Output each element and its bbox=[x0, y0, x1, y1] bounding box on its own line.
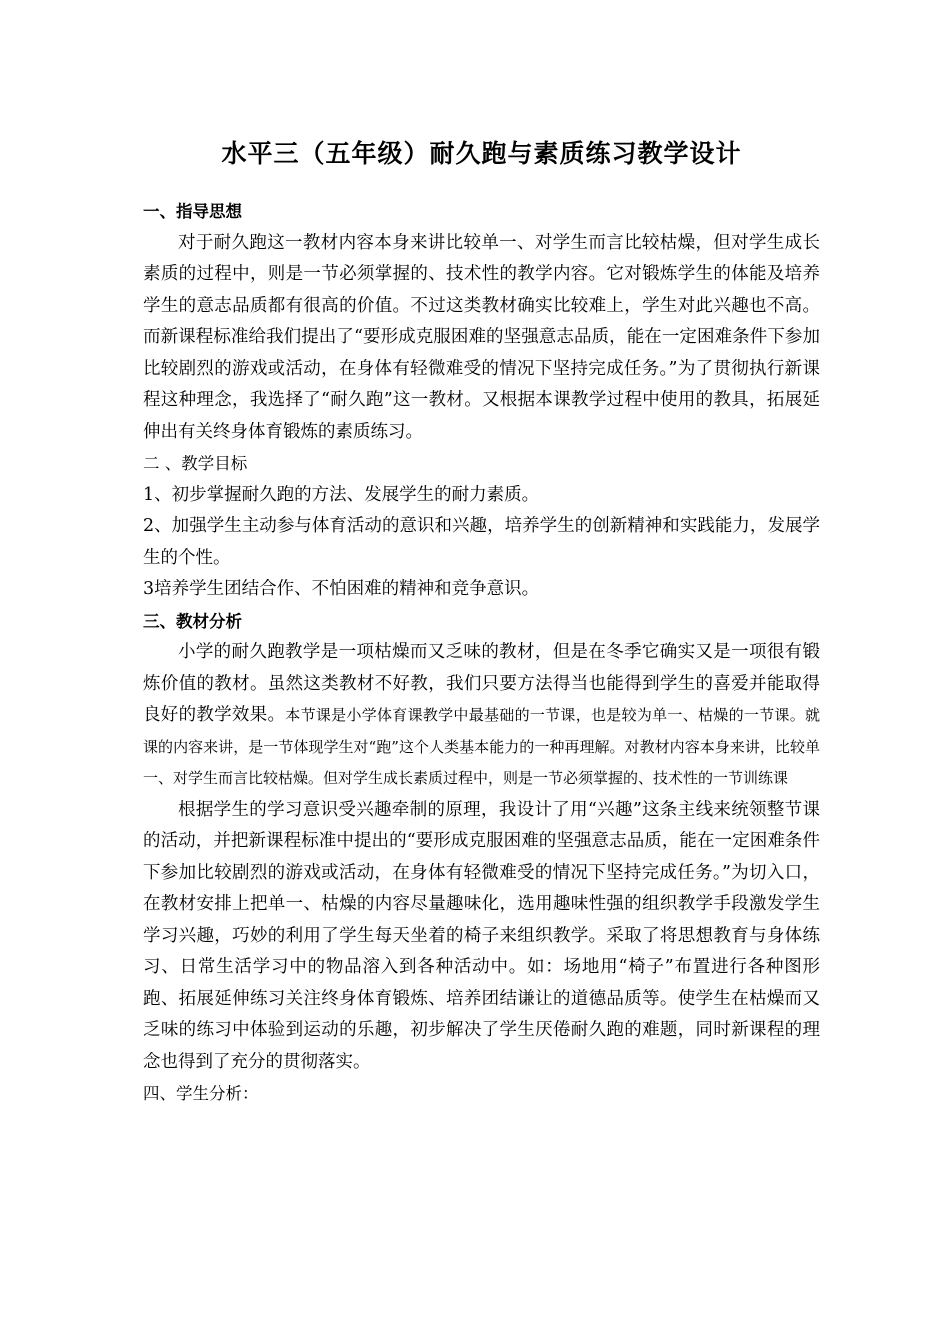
paragraph: 根据学生的学习意识受兴趣牵制的原理，我设计了用“兴趣”这条主线来统领整节课的活动，并把新课程标准中提出的“要形成克服困难的坚强意志品质，能在一定困难条件下参加比较剧烈的游戏或活动，在身体有轻微难受的情况下坚持完成任务。”为切入口，在教材安排上把单一、枯燥的内容尽量趣味化，选用趣味性强的组织教学手段激发学生学习兴趣，巧妙的利用了学生每天坐着的椅子来组织教学。采取了将思想教育与身体练习、日常生活学习中的物品溶入到各种活动中。如：场地用“椅子”布置进行各种图形跑、拓展延伸练习关注终身体育锻炼、培养团结谦让的道德品质等。使学生在枯燥而又乏味的练习中体验到运动的乐趣，初步解决了学生厌倦耐久跑的难题，同时新课程的理念也得到了充分的贯彻落实。 bbox=[143, 799, 820, 1072]
document-title: 水平三（五年级）耐久跑与素质练习教学设计 bbox=[221, 139, 742, 168]
paragraph bbox=[143, 637, 820, 795]
section-heading: 三、教材分析 bbox=[143, 611, 242, 631]
section-student-analysis bbox=[143, 1078, 820, 1110]
paragraph-text-large: 小学的耐久跑教学是一项枯燥而又乏味的教材，但是在冬季它确实又是一项很有锻炼价值的教材。虽然这类教材不好教，我们只要方法得当也能得到学生的喜爱并能取得良好的教学效果。 bbox=[143, 642, 820, 725]
list-item: 1、初步掌握耐久跑的方法、发展学生的耐力素质。 bbox=[143, 484, 540, 505]
list-item: 3培养学生团结合作、不怕困难的精神和竞争意识。 bbox=[143, 579, 540, 599]
section-guiding-ideology bbox=[143, 196, 820, 448]
section-material-analysis bbox=[143, 606, 820, 1079]
section-heading: 一、指导思想 bbox=[143, 202, 242, 221]
section-heading: 二 、教学目标 bbox=[143, 454, 248, 473]
paragraph: 对于耐久跑这一教材内容本身来讲比较单一、对学生而言比较枯燥，但对学生成长素质的过程中，则是一节必须掌握的、技术性的教学内容。它对锻炼学生的体能及培养学生的意志品质都有很高的价值。不过这类教材确实比较难上，学生对此兴趣也不高。而新课程标准给我们提出了“要形成克服困难的坚强意志品质，能在一定困难条件下参加比较剧烈的游戏或活动，在身体有轻微难受的情况下坚持完成任务。”为了贯彻执行新课程这种理念，我选择了“耐久跑”这一教材。又根据本课教学过程中使用的教具，拓展延伸出有关终身体育锻炼的素质练习。 bbox=[143, 232, 820, 442]
section-teaching-goals bbox=[143, 448, 820, 606]
section-heading: 四、学生分析： bbox=[143, 1084, 259, 1103]
paragraph-text-small: 本节课是小学体育课教学中最基础的一节课，也是较为单一、枯燥的一节课。就课的内容来讲，是一节体现学生对“跑”这个人类基本能力的一种再理解。对教材内容本身来讲，比较单一、对学生而言比较枯燥。但对学生成长素质过程中，则是一节必须掌握的、技术性的一节训练课 bbox=[143, 706, 821, 787]
list-item: 2、加强学生主动参与体育活动的意识和兴趣，培养学生的创新精神和实践能力，发展学生的个性。 bbox=[143, 516, 820, 568]
